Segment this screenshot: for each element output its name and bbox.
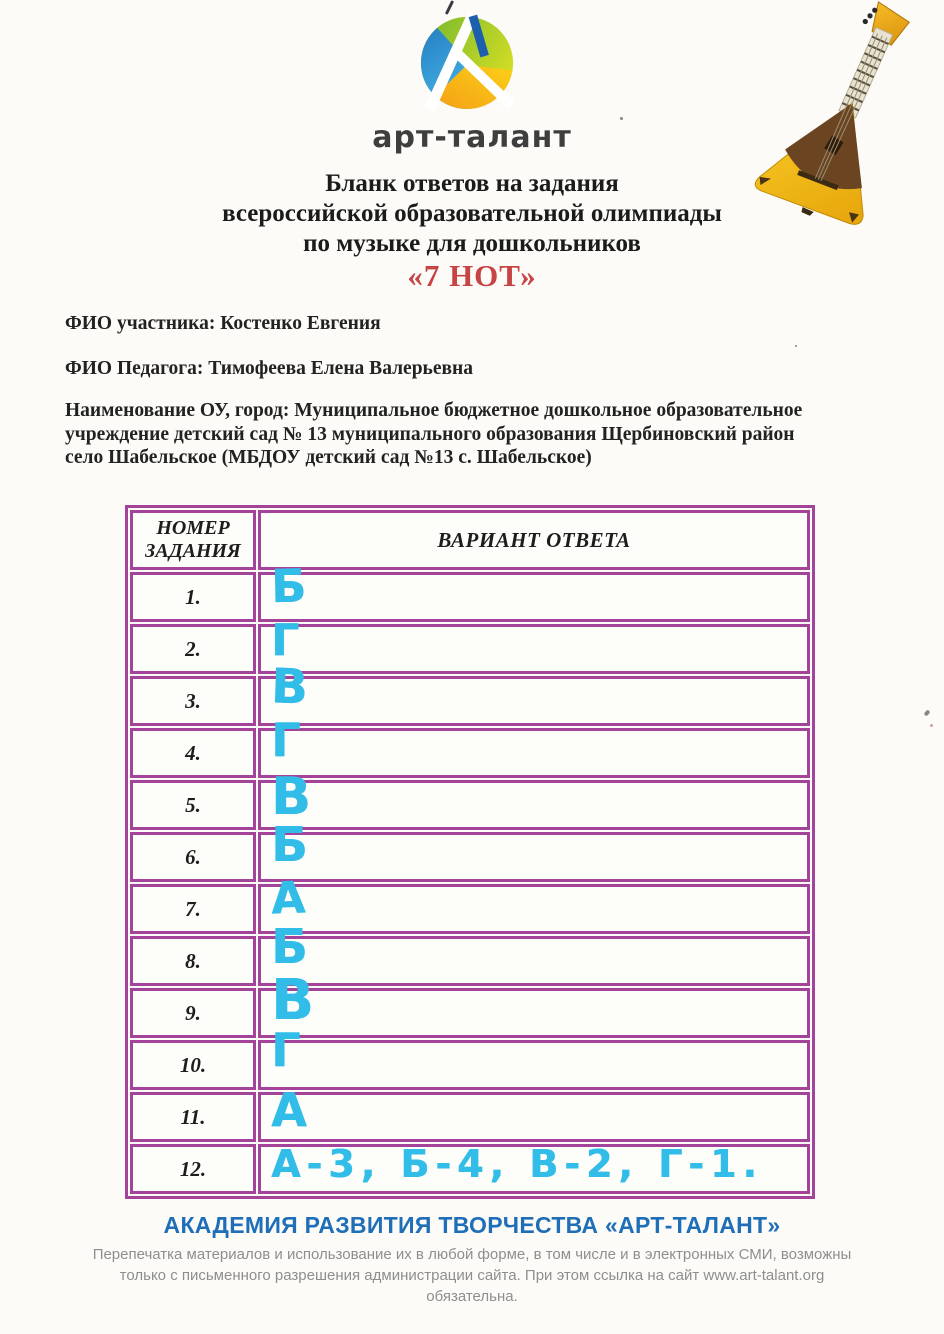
table-row [130, 615, 810, 674]
art-talant-logo-icon [418, 10, 516, 112]
table-row [130, 919, 810, 986]
task-number: 3. [130, 676, 256, 726]
col-header-answer-variant: ВАРИАНТ ОТВЕТА [258, 510, 810, 570]
table-row [130, 1023, 810, 1090]
task-number: 11. [130, 1092, 256, 1142]
handwritten-answer: В [270, 658, 309, 716]
table-row [130, 817, 810, 882]
teacher-name-line: ФИО Педагога: Тимофеева Елена Валерьевна [65, 358, 474, 379]
answer-cell [258, 872, 810, 934]
handwritten-answer: Б [271, 817, 308, 873]
table-header-row [130, 510, 810, 570]
table-row [130, 872, 810, 934]
copyright-disclaimer: Перепечатка материалов и использование их в любой форме, в том числе и в электронных СМИ, возможны только с письменного разрешения администрации сайта. При этом ссылка на сайт www.art-talant.org обязательна. [92, 1246, 852, 1305]
olympiad-name: «7 НОТ» [407, 258, 537, 293]
answer-cell [258, 968, 810, 1038]
handwritten-answer: А [270, 872, 306, 925]
answer-cell [258, 767, 810, 830]
answer-cell [258, 817, 810, 882]
task-number: 9. [130, 988, 256, 1038]
table-row [130, 767, 810, 830]
answer-cell [258, 558, 810, 622]
task-number: 12. [130, 1144, 256, 1194]
task-number: 7. [130, 884, 256, 934]
institution-line: Наименование ОУ, город: Муниципальное бюджетное дошкольное образовательное учреждение детский сад № 13 муниципального образования Щербиновский район село Шабельское (МБДОУ детский сад №13 с. Шабельское) [65, 400, 803, 468]
answer-cell [258, 1144, 810, 1194]
col-header-task-number: НОМЕР ЗАДАНИЯ [130, 510, 256, 570]
participant-name-line: ФИО участника: Костенко Евгения [65, 313, 381, 334]
table-row [130, 558, 810, 622]
task-number: 2. [130, 624, 256, 674]
handwritten-answer: Г [271, 1023, 301, 1077]
table-row [130, 658, 810, 726]
answer-cell [258, 1023, 810, 1090]
scan-speckle [795, 345, 797, 347]
handwritten-answer: А-3, Б-4, В-2, Г-1. [271, 1142, 763, 1186]
handwritten-answer: Б [270, 558, 307, 614]
scan-speckle [930, 724, 933, 727]
answer-cell [258, 615, 810, 674]
title-line-1: Бланк ответов на задания [325, 170, 619, 197]
task-number: 6. [130, 832, 256, 882]
task-number: 1. [130, 572, 256, 622]
answers-table [125, 505, 815, 1199]
handwritten-answer: В [271, 968, 314, 1033]
academy-title: АКАДЕМИЯ РАЗВИТИЯ ТВОРЧЕСТВА «АРТ-ТАЛАНТ» [163, 1212, 781, 1238]
logo-wordmark: арт-талант [372, 120, 572, 155]
answer-cell [258, 919, 810, 986]
handwritten-answer: Б [271, 919, 308, 975]
task-number: 8. [130, 936, 256, 986]
task-number: 4. [130, 728, 256, 778]
answer-cell [258, 713, 810, 778]
handwritten-answer: Г [271, 713, 301, 767]
table-row [130, 1083, 810, 1142]
task-number: 5. [130, 780, 256, 830]
answer-cell [258, 1083, 810, 1142]
handwritten-answer: В [271, 767, 311, 827]
table-row [130, 968, 810, 1038]
table-row [130, 713, 810, 778]
handwritten-answer: А [271, 1083, 307, 1137]
task-number: 10. [130, 1040, 256, 1090]
title-line-3: по музыке для дошкольников [303, 230, 641, 257]
scan-speckle [924, 709, 931, 716]
handwritten-answer: Г [271, 615, 300, 666]
table-row [130, 1144, 810, 1194]
title-line-2: всероссийской образовательной олимпиады [222, 200, 722, 227]
answer-cell [258, 658, 810, 726]
form-title [0, 169, 944, 259]
